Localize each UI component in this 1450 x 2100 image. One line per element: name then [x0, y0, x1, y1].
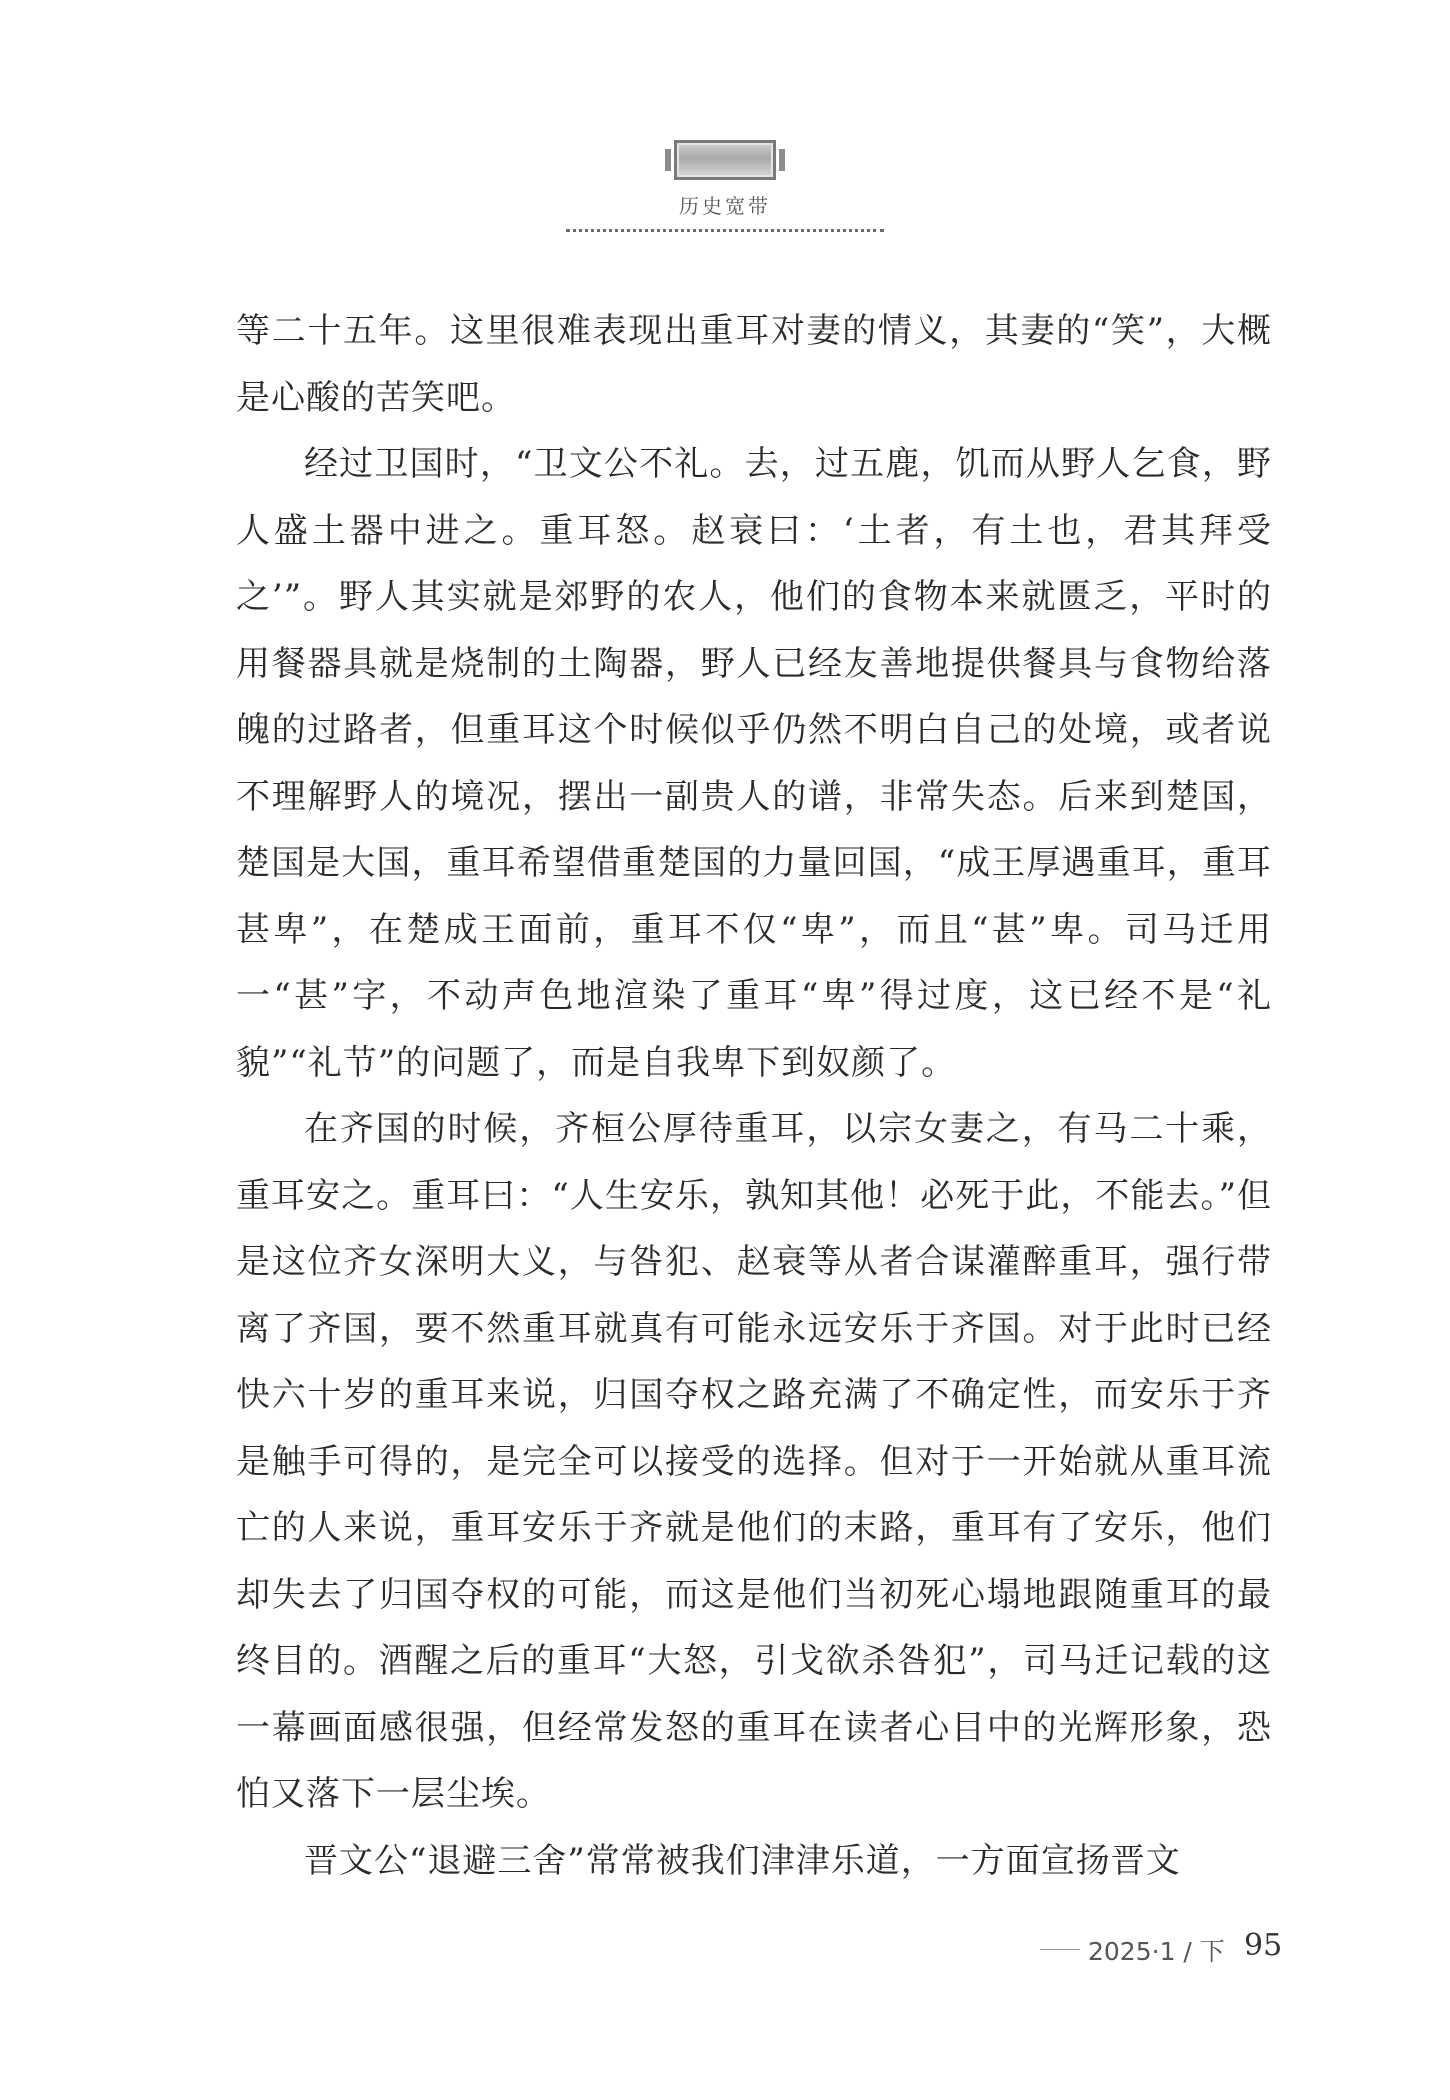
- paragraph: 经过卫国时，“卫文公不礼。去，过五鹿，饥而从野人乞食，野人盛土器中进之。重耳怒。赵衰曰：‘土者，有土也，君其拜受之’”。野人其实就是郊野的农人，他们的食物本来就匮乏，平时的用餐器具就是烧制的土陶器，野人已经友善地提供餐具与食物给落魄的过路者，但重耳这个时候似乎仍然不明白自己的处境，或者说不理解野人的境况，摆出一副贵人的谱，非常失态。后来到楚国，楚国是大国，重耳希望借重楚国的力量回国，“成王厚遇重耳，重耳甚卑”，在楚成王面前，重耳不仅“卑”，而且“甚”卑。司马迁用一“甚”字，不动声色地渲染了重耳“卑”得过度，这已经不是“礼貌”“礼节”的问题了，而是自我卑下到奴颜了。: [236, 444, 1272, 1083]
- header-dotted-divider: [566, 229, 884, 232]
- section-title: 历史宽带: [679, 194, 771, 218]
- footer-dash-divider: [1040, 1949, 1080, 1950]
- article-body: [236, 298, 1272, 1894]
- paragraph-continued: 等二十五年。这里很难表现出重耳对妻的情义，其妻的“笑”，大概是心酸的苦笑吧。: [236, 311, 1272, 418]
- page-header: [0, 140, 1450, 232]
- paragraph: 在齐国的时候，齐桓公厚待重耳，以宗女妻之，有马二十乘，重耳安之。重耳曰：“人生安乐，孰知其他！必死于此，不能去。”但是这位齐女深明大义，与咎犯、赵衰等从者合谋灌醉重耳，强行带离了齐国，要不然重耳就真有可能永远安乐于齐国。对于此时已经快六十岁的重耳来说，归国夺权之路充满了不确定性，而安乐于齐是触手可得的，是完全可以接受的选择。但对于一开始就从重耳流亡的人来说，重耳安乐于齐就是他们的末路，重耳有了安乐，他们却失去了归国夺权的可能，而这是他们当初死心塌地跟随重耳的最终目的。酒醒之后的重耳“大怒，引戈欲杀咎犯”，司马迁记载的这一幕画面感很强，但经常发怒的重耳在读者心目中的光辉形象，恐怕又落下一层尘埃。: [236, 1109, 1272, 1814]
- page-number: 95: [1244, 1928, 1283, 1963]
- page-footer: [1030, 1928, 1283, 1968]
- paragraph: 晋文公“退避三舍”常常被我们津津乐道，一方面宣扬晋文: [304, 1840, 1181, 1881]
- section-badge-icon: [674, 140, 776, 180]
- issue-label: 2025·1 / 下: [1088, 1937, 1225, 1966]
